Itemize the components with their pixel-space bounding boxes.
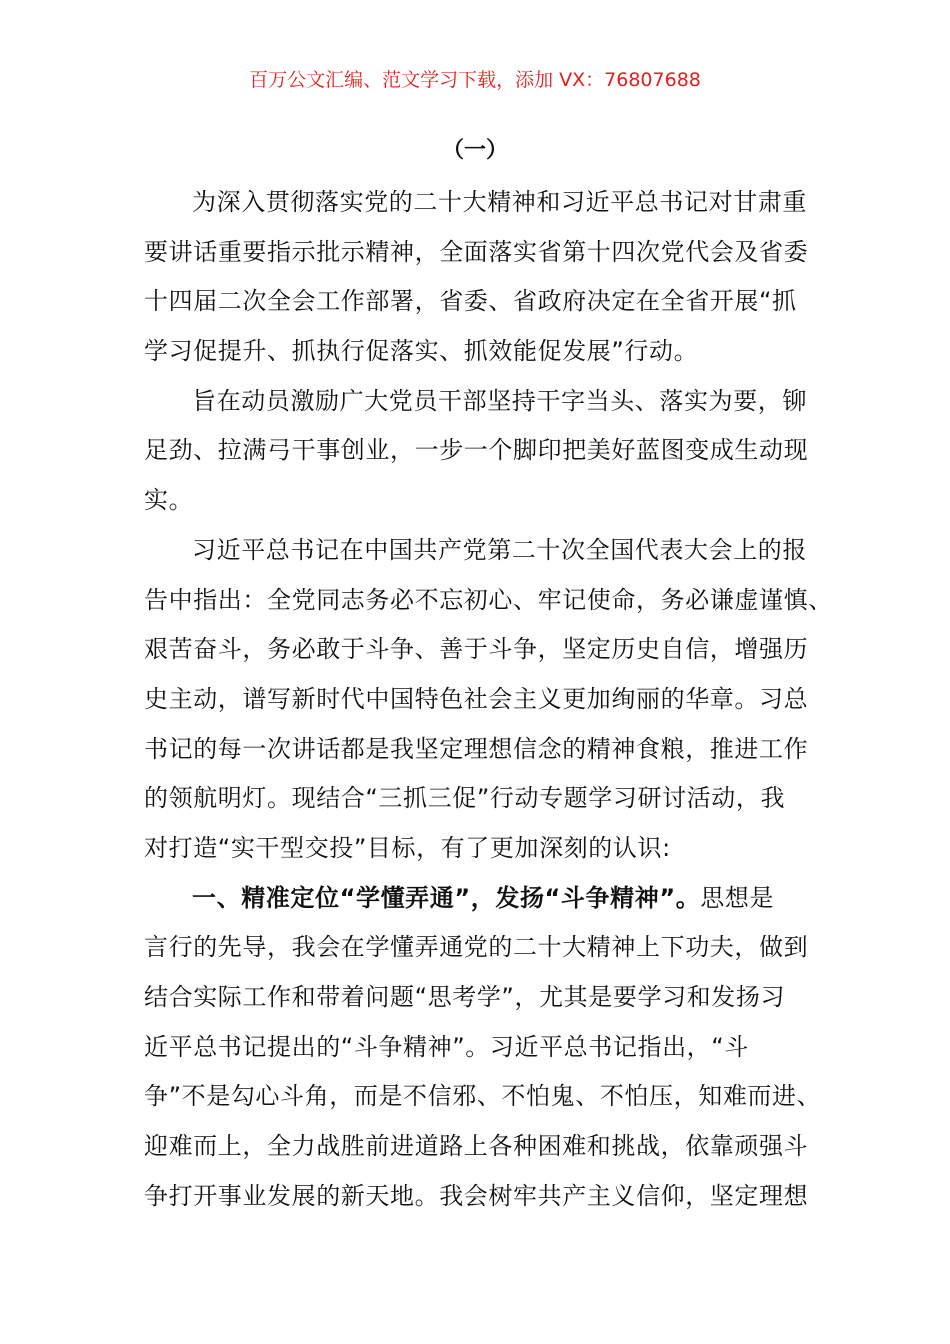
heading-tail-text: 思想是 <box>700 883 775 912</box>
paragraph-line: 迎难而上，全力战胜前进道路上各种困难和挑战，依靠顽强斗 <box>144 1132 809 1161</box>
section-title: （一） <box>441 138 508 163</box>
section-heading: 一、精准定位“学懂弄通”，发扬“斗争精神”。 <box>192 883 701 912</box>
paragraph-line: 旨在动员激励广大党员干部坚持干字当头、落实为要，铆 <box>192 386 807 415</box>
paragraph-line: 争打开事业发展的新天地。我会树牢共产主义信仰，坚定理想 <box>144 1181 809 1210</box>
paragraph-line: 习近平总书记在中国共产党第二十次全国代表大会上的报 <box>192 535 807 564</box>
paragraph-3 <box>144 526 833 874</box>
paragraph-line: 书记的每一次讲话都是我坚定理想信念的精神食粮，推进工作 <box>144 734 809 763</box>
paragraph-line: 近平总书记提出的“斗争精神”。习近平总书记指出，“斗 <box>144 1032 749 1061</box>
paragraph-line: 艰苦奋斗，务必敢于斗争、善于斗争，坚定历史自信，增强历 <box>144 635 809 664</box>
paragraph-line: 十四届二次全会工作部署，省委、省政府决定在全省开展“抓 <box>144 287 797 316</box>
paragraph-heading-line <box>144 874 824 924</box>
paragraph-line: 学习促提升、抓执行促落实、抓效能促发展”行动。 <box>144 337 699 366</box>
watermark-banner: 百万公文汇编、范文学习下载，添加 VX：76807688 <box>249 69 701 91</box>
paragraph-line: 对打造“实干型交投”目标，有了更加深刻的认识: <box>144 833 671 862</box>
paragraph-line: 史主动，谱写新时代中国特色社会主义更加绚丽的华章。习总 <box>144 684 809 713</box>
paragraph-line: 足劲、拉满弓干事创业，一步一个脚印把美好蓝图变成生动现 <box>144 436 809 465</box>
paragraph-line: 言行的先导，我会在学懂弄通党的二十大精神上下功夫，做到 <box>144 933 809 962</box>
paragraph-line: 告中指出：全党同志务必不忘初心、牢记使命，务必谦虚谨慎、 <box>144 585 833 614</box>
paragraph-2 <box>144 377 824 526</box>
paragraph-4 <box>144 874 824 1222</box>
paragraph-line: 为深入贯彻落实党的二十大精神和习近平总书记对甘肃重 <box>192 188 807 216</box>
paragraph-line: 的领航明灯。现结合“三抓三促”行动专题学习研讨活动，我 <box>144 784 786 813</box>
paragraph-line: 实。 <box>144 486 194 515</box>
paragraph-line: 结合实际工作和带着问题“思考学”，尤其是要学习和发扬习 <box>144 983 786 1011</box>
document-body <box>144 178 833 1221</box>
paragraph-line: 争”不是勾心斗角，而是不信邪、不怕鬼、不怕压，知难而进、 <box>144 1082 822 1111</box>
paragraph-1 <box>144 178 824 377</box>
paragraph-line: 要讲话重要指示批示精神，全面落实省第十四次党代会及省委 <box>144 237 809 266</box>
